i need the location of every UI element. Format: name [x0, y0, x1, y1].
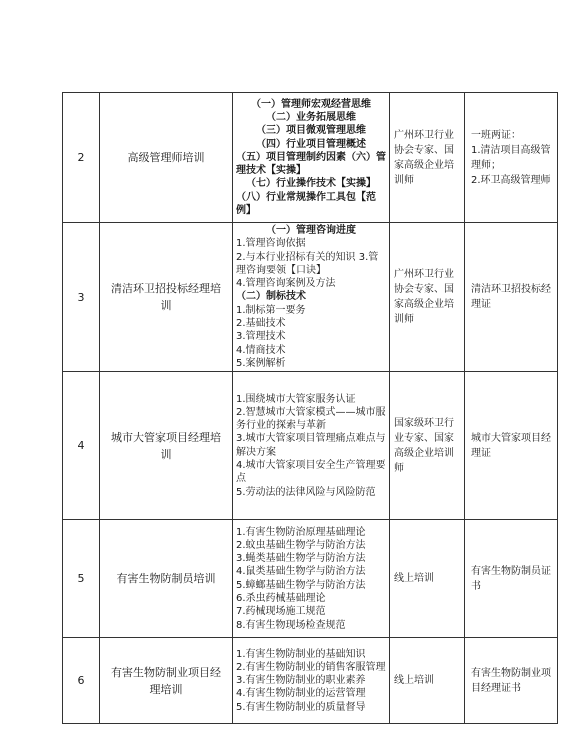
certificate-info: 有害生物防制员证书 [465, 520, 558, 638]
content-line: （二）制标技术 [236, 291, 306, 303]
content-line: （一）管理师宏观经营思维 [251, 98, 371, 110]
content-line: 3.城市大管家项目管理痛点难点与解决方案 [236, 433, 386, 458]
training-name: 城市大管家项目经理培训 [100, 372, 233, 520]
row-number: 5 [63, 520, 100, 638]
content-line: 2.基础技术 [236, 318, 286, 330]
content-line: 4.鼠类基础生物学与防治方法 [236, 566, 366, 578]
content-line: 8.有害生物现场检查规范 [236, 619, 346, 631]
content-line: 5.蟑螂基础生物学与防治方法 [236, 579, 366, 591]
content-line: 5.案例解析 [236, 357, 286, 369]
content-line: 1.管理咨询依据 [236, 238, 306, 250]
content-line: 4.城市大管家项目安全生产管理要点 [236, 460, 386, 485]
training-content [233, 372, 390, 520]
content-line: 3.蝇类基础生物学与防治方法 [236, 553, 366, 565]
teacher-info: 广州环卫行业协会专家、国家高级企业培训师 [390, 223, 465, 372]
content-line: 5.劳动法的法律风险与风险防范 [236, 486, 376, 498]
content-line: 1.有害生物防制业的基础知识 [236, 648, 366, 660]
row-number: 4 [63, 372, 100, 520]
training-table-body [63, 93, 558, 724]
certificate-info: 一班两证： 1.清洁项目高级管理师； 2.环卫高级管理师 [465, 93, 558, 223]
content-line: 2.智慧城市大管家模式——城市服务行业的探索与革新 [236, 406, 386, 432]
content-line: （七）行业操作技术【实操】 [246, 178, 376, 190]
row-number: 6 [63, 638, 100, 724]
content-line: （四）行业项目管理概述 [256, 138, 366, 150]
content-line: 1.有害生物防治原理基础理论 [236, 526, 366, 538]
table-row [63, 223, 558, 372]
content-line: 7.药械现场施工规范 [236, 606, 326, 618]
content-line: 5.有害生物防制业的质量督导 [236, 701, 366, 713]
certificate-info: 城市大管家项目经理证 [465, 372, 558, 520]
table-row [63, 638, 558, 724]
content-line: 2.与本行业招标有关的知识 3.管理咨询要领【口诀】 [236, 251, 379, 276]
content-line: 4.情商技术 [236, 344, 286, 356]
teacher-info: 线上培训 [390, 520, 465, 638]
table-row [63, 520, 558, 638]
content-line: 4.管理咨询案例及方法 [236, 278, 336, 290]
row-number: 2 [63, 93, 100, 223]
row-number: 3 [63, 223, 100, 372]
content-line: （五）项目管理制约因素（六）管理技术【实操】 [236, 151, 386, 177]
training-content [233, 93, 390, 223]
training-name: 清洁环卫招投标经理培训 [100, 223, 233, 372]
certificate-info: 有害生物防制业项目经理证书 [465, 638, 558, 724]
content-line: 1.围绕城市大管家服务认证 [236, 393, 356, 405]
teacher-info: 线上培训 [390, 638, 465, 724]
content-line: （三）项目微观管理思维 [256, 125, 366, 137]
training-content [233, 223, 390, 372]
teacher-info: 广州环卫行业协会专家、国家高级企业培训师 [390, 93, 465, 223]
training-table [62, 92, 558, 724]
content-line: 3.管理技术 [236, 331, 286, 343]
content-line: （一）管理咨询进度 [266, 225, 356, 236]
content-line: 2.蚊虫基础生物学与防治方法 [236, 539, 366, 551]
content-line: （二）业务拓展思维 [266, 111, 356, 123]
content-line: 6.杀虫药械基础理论 [236, 593, 326, 605]
table-row [63, 372, 558, 520]
training-name: 有害生物防制业项目经理培训 [100, 638, 233, 724]
training-name: 高级管理师培训 [100, 93, 233, 223]
content-line: 4.有害生物防制业的运营管理 [236, 688, 366, 700]
training-content [233, 520, 390, 638]
certificate-info: 清洁环卫招投标经理证 [465, 223, 558, 372]
document-page [62, 92, 550, 724]
content-line: 1.制标第一要务 [236, 304, 306, 316]
training-name: 有害生物防制员培训 [100, 520, 233, 638]
teacher-info: 国家级环卫行业专家、国家高级企业培训师 [390, 372, 465, 520]
training-content [233, 638, 390, 724]
content-line: （八）行业常规操作工具包【范例】 [236, 191, 376, 217]
content-line: 3.有害生物防制业的职业素养 [236, 675, 366, 687]
table-row [63, 93, 558, 223]
content-line: 2.有害生物防制业的销售客服管理 [236, 661, 386, 673]
